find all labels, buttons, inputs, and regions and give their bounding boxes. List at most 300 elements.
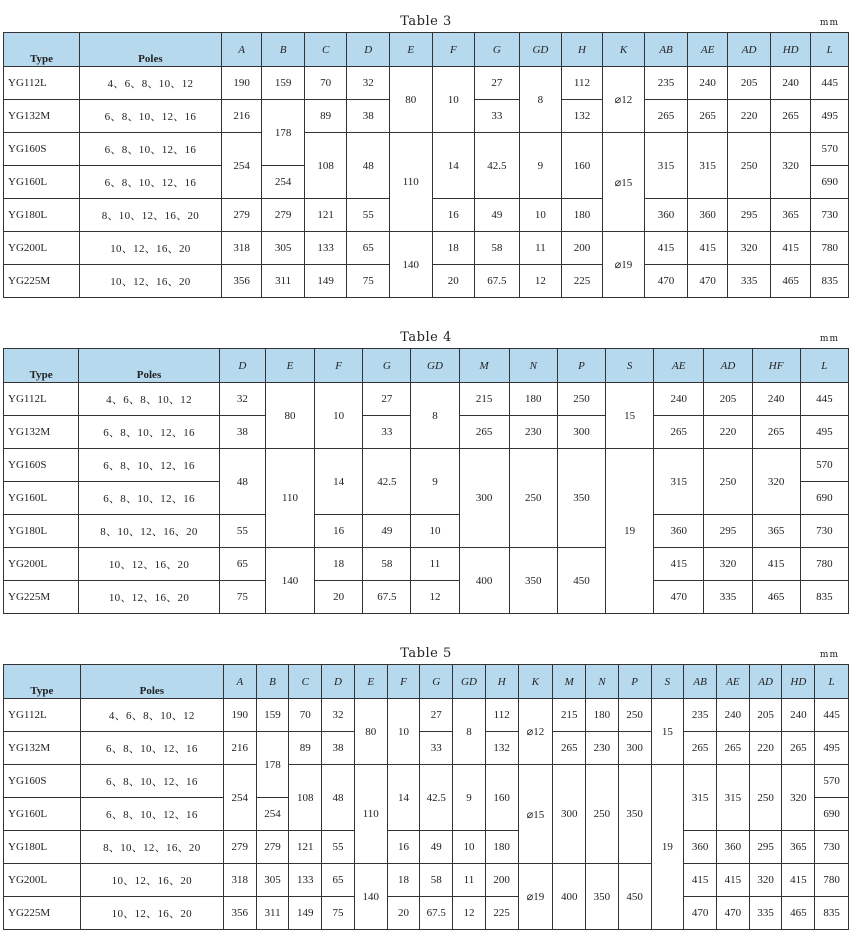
dimension-table-3 <box>3 32 849 298</box>
dimension-cell: 160 <box>562 133 603 199</box>
column-header-e: E <box>354 665 387 699</box>
column-header-ab: AB <box>684 665 717 699</box>
dimension-cell: 220 <box>728 100 771 133</box>
dimension-cell: 305 <box>262 232 305 265</box>
poles-cell: 6、8、10、12、16 <box>79 449 219 482</box>
dimension-cell: 265 <box>752 416 800 449</box>
dimension-cell: 67.5 <box>475 265 520 298</box>
dimension-cell: 18 <box>315 548 363 581</box>
dimension-cell: 160 <box>485 765 518 831</box>
column-header-ae: AE <box>717 665 750 699</box>
column-header-l: L <box>811 33 849 67</box>
dimension-cell: ⌀15 <box>602 133 645 232</box>
dimension-cell: 33 <box>420 732 453 765</box>
dimension-cell: 215 <box>553 699 586 732</box>
column-header-gd: GD <box>453 665 486 699</box>
dimension-cell: 320 <box>782 765 815 831</box>
model-type-cell: YG112L <box>4 699 81 732</box>
dimension-cell: 121 <box>304 199 347 232</box>
dimension-cell: 55 <box>219 515 265 548</box>
dimension-cell: 133 <box>304 232 347 265</box>
poles-cell: 6、8、10、12、16 <box>79 100 221 133</box>
table-row <box>4 765 849 798</box>
column-header-e: E <box>265 349 314 383</box>
dimension-cell: 295 <box>749 831 782 864</box>
dimension-cell: 254 <box>256 798 289 831</box>
column-header-b: B <box>256 665 289 699</box>
dimension-cell: 11 <box>411 548 459 581</box>
dimension-cell: 240 <box>687 67 728 100</box>
dimension-cell: 9 <box>519 133 562 199</box>
dimension-cell: 240 <box>770 67 811 100</box>
dimension-cell: 70 <box>289 699 322 732</box>
dimension-cell: 49 <box>475 199 520 232</box>
dimension-cell: 178 <box>256 732 289 798</box>
dimension-cell: 11 <box>453 864 486 897</box>
dimension-cell: 495 <box>800 416 848 449</box>
dimension-cell: 254 <box>262 166 305 199</box>
dimension-cell: 415 <box>645 232 688 265</box>
table-title: Table 4 <box>400 330 452 345</box>
dimension-cell: 300 <box>618 732 651 765</box>
column-header-g: G <box>420 665 453 699</box>
table-row <box>4 831 849 864</box>
dimension-cell: 240 <box>654 383 704 416</box>
dimension-cell: 32 <box>219 383 265 416</box>
table-row <box>4 515 849 548</box>
dimension-cell: 235 <box>645 67 688 100</box>
dimension-cell: 178 <box>262 100 305 166</box>
dimension-cell: ⌀19 <box>518 864 553 930</box>
dimension-cell: 8 <box>453 699 486 765</box>
column-header-n: N <box>509 349 557 383</box>
column-header-gd: GD <box>411 349 459 383</box>
column-header-poles: Poles <box>79 349 219 383</box>
dimension-cell: 465 <box>752 581 800 614</box>
dimension-cell: 19 <box>606 449 654 614</box>
column-header-gd: GD <box>519 33 562 67</box>
dimension-cell: 470 <box>645 265 688 298</box>
dimension-cell: 225 <box>562 265 603 298</box>
dimension-cell: ⌀12 <box>518 699 553 765</box>
column-header-hd: HD <box>782 665 815 699</box>
dimension-cell: 190 <box>221 67 262 100</box>
dimension-cell: ⌀15 <box>518 765 553 864</box>
dimension-cell: 470 <box>717 897 750 930</box>
table-row <box>4 732 849 765</box>
dimension-cell: 470 <box>684 897 717 930</box>
column-header-ae: AE <box>654 349 704 383</box>
dimension-cell: 75 <box>347 265 390 298</box>
dimension-cell: 360 <box>645 199 688 232</box>
dimension-cell: 250 <box>728 133 771 199</box>
dimension-cell: ⌀19 <box>602 232 645 298</box>
dimension-cell: 48 <box>322 765 355 831</box>
column-header-a: A <box>223 665 256 699</box>
unit-label: mm <box>819 334 839 344</box>
dimension-cell: 216 <box>221 100 262 133</box>
dimension-cell: 32 <box>322 699 355 732</box>
dimension-cell: 315 <box>684 765 717 831</box>
dimension-cell: 33 <box>363 416 411 449</box>
dimension-cell: 311 <box>262 265 305 298</box>
dimension-cell: 180 <box>562 199 603 232</box>
dimension-cell: 495 <box>815 732 849 765</box>
dimension-cell: 14 <box>315 449 363 515</box>
dimension-cell: 250 <box>749 765 782 831</box>
dimension-cell: 80 <box>389 67 432 133</box>
poles-cell: 10、12、16、20 <box>80 864 223 897</box>
dimension-cell: 570 <box>800 449 848 482</box>
dimension-cell: 89 <box>304 100 347 133</box>
dimension-cell: 315 <box>717 765 750 831</box>
poles-cell: 8、10、12、16、20 <box>80 831 223 864</box>
dimension-cell: 315 <box>687 133 728 199</box>
dimension-cell: 75 <box>219 581 265 614</box>
dimension-cell: 570 <box>815 765 849 798</box>
dimension-cell: 38 <box>219 416 265 449</box>
dimension-cell: 80 <box>265 383 314 449</box>
dimension-cell: 470 <box>687 265 728 298</box>
poles-cell: 8、10、12、16、20 <box>79 515 219 548</box>
dimension-cell: 350 <box>618 765 651 864</box>
model-type-cell: YG160L <box>4 166 80 199</box>
dimension-cell: 180 <box>586 699 619 732</box>
unit-label: mm <box>819 650 839 660</box>
table-row <box>4 699 849 732</box>
dimension-cell: 360 <box>687 199 728 232</box>
dimension-cell: 16 <box>432 199 475 232</box>
column-header-k: K <box>518 665 553 699</box>
poles-cell: 4、6、8、10、12 <box>80 699 223 732</box>
table-row <box>4 548 849 581</box>
column-header-ad: AD <box>728 33 771 67</box>
dimension-cell: 315 <box>654 449 704 515</box>
poles-cell: 6、8、10、12、16 <box>79 166 221 199</box>
column-header-ae: AE <box>687 33 728 67</box>
dimension-cell: 335 <box>749 897 782 930</box>
dimension-cell: 110 <box>389 133 432 232</box>
dimension-cell: 132 <box>485 732 518 765</box>
dimension-cell: 48 <box>347 133 390 199</box>
dimension-cell: 16 <box>387 831 420 864</box>
dimension-cell: 279 <box>223 831 256 864</box>
dimension-cell: 8 <box>411 383 459 449</box>
dimension-cell: 300 <box>459 449 509 548</box>
dimension-cell: 780 <box>815 864 849 897</box>
dimension-cell: 220 <box>749 732 782 765</box>
column-header-m: M <box>553 665 586 699</box>
column-header-d: D <box>322 665 355 699</box>
dimension-cell: 450 <box>618 864 651 930</box>
dimension-cell: 320 <box>704 548 752 581</box>
dimension-cell: 265 <box>459 416 509 449</box>
dimension-cell: 27 <box>363 383 411 416</box>
table-row <box>4 449 849 482</box>
dimension-cell: 690 <box>811 166 849 199</box>
dimension-cell: 49 <box>363 515 411 548</box>
model-type-cell: YG180L <box>4 199 80 232</box>
table-title: Table 3 <box>400 14 452 29</box>
dimension-cell: 365 <box>782 831 815 864</box>
dimension-cell: 16 <box>315 515 363 548</box>
column-header-g: G <box>363 349 411 383</box>
column-header-h: H <box>485 665 518 699</box>
column-header-m: M <box>459 349 509 383</box>
dimension-cell: 835 <box>811 265 849 298</box>
model-type-cell: YG200L <box>4 232 80 265</box>
dimension-cell: 350 <box>586 864 619 930</box>
dimension-cell: 400 <box>553 864 586 930</box>
dimension-cell: 58 <box>475 232 520 265</box>
dimension-cell: 12 <box>519 265 562 298</box>
dimension-cell: 279 <box>262 199 305 232</box>
dimension-cell: 265 <box>553 732 586 765</box>
model-type-cell: YG225M <box>4 897 81 930</box>
dimension-cell: 38 <box>347 100 390 133</box>
poles-cell: 10、12、16、20 <box>80 897 223 930</box>
dimension-cell: 180 <box>509 383 557 416</box>
column-header-ad: AD <box>749 665 782 699</box>
dimension-cell: 690 <box>815 798 849 831</box>
dimension-cell: 730 <box>800 515 848 548</box>
dimension-cell: 200 <box>562 232 603 265</box>
dimension-cell: 320 <box>770 133 811 199</box>
dimension-cell: 58 <box>420 864 453 897</box>
dimension-cell: 58 <box>363 548 411 581</box>
column-header-f: F <box>432 33 475 67</box>
dimension-cell: 250 <box>618 699 651 732</box>
poles-cell: 6、8、10、12、16 <box>80 765 223 798</box>
dimension-cell: 67.5 <box>420 897 453 930</box>
column-header-p: P <box>557 349 605 383</box>
dimension-cell: 230 <box>586 732 619 765</box>
model-type-cell: YG112L <box>4 67 80 100</box>
dimension-cell: 9 <box>453 765 486 831</box>
dimension-cell: 140 <box>389 232 432 298</box>
unit-label: mm <box>819 18 839 28</box>
model-type-cell: YG225M <box>4 265 80 298</box>
dimension-cell: 180 <box>485 831 518 864</box>
model-type-cell: YG160S <box>4 449 79 482</box>
dimension-cell: 360 <box>654 515 704 548</box>
dimension-cell: 38 <box>322 732 355 765</box>
dimension-cell: 14 <box>432 133 475 199</box>
dimension-cell: 200 <box>485 864 518 897</box>
dimension-cell: 335 <box>728 265 771 298</box>
model-type-cell: YG132M <box>4 732 81 765</box>
dimension-cell: 265 <box>717 732 750 765</box>
dimension-cell: 495 <box>811 100 849 133</box>
table-row <box>4 133 849 166</box>
poles-cell: 6、8、10、12、16 <box>79 416 219 449</box>
column-header-type: Type <box>4 33 80 67</box>
dimension-cell: 315 <box>645 133 688 199</box>
dimension-cell: 265 <box>654 416 704 449</box>
dimension-cell: 132 <box>562 100 603 133</box>
column-header-l: L <box>815 665 849 699</box>
poles-cell: 6、8、10、12、16 <box>79 133 221 166</box>
table-3-block <box>3 14 849 298</box>
dimension-cell: 360 <box>717 831 750 864</box>
dimension-cell: 300 <box>553 765 586 864</box>
dimension-cell: 65 <box>347 232 390 265</box>
poles-cell: 4、6、8、10、12 <box>79 383 219 416</box>
model-type-cell: YG200L <box>4 548 79 581</box>
dimension-cell: 445 <box>811 67 849 100</box>
dimension-cell: 9 <box>411 449 459 515</box>
dimension-cell: 48 <box>219 449 265 515</box>
dimension-cell: 240 <box>782 699 815 732</box>
dimension-cell: 690 <box>800 482 848 515</box>
dimension-cell: 65 <box>322 864 355 897</box>
model-type-cell: YG225M <box>4 581 79 614</box>
column-header-c: C <box>289 665 322 699</box>
model-type-cell: YG112L <box>4 383 79 416</box>
dimension-cell: 18 <box>432 232 475 265</box>
table-row <box>4 897 849 930</box>
dimension-cell: 205 <box>749 699 782 732</box>
column-header-hf: HF <box>752 349 800 383</box>
model-type-cell: YG160S <box>4 133 80 166</box>
model-type-cell: YG160S <box>4 765 81 798</box>
table-4-block <box>3 330 849 614</box>
dimension-cell: 240 <box>752 383 800 416</box>
dimension-cell: 311 <box>256 897 289 930</box>
dimension-cell: 250 <box>509 449 557 548</box>
column-header-a: A <box>221 33 262 67</box>
dimension-cell: 140 <box>265 548 314 614</box>
dimension-cell: 42.5 <box>420 765 453 831</box>
column-header-l: L <box>800 349 848 383</box>
dimension-cell: 112 <box>485 699 518 732</box>
poles-cell: 6、8、10、12、16 <box>80 798 223 831</box>
dimension-cell: 365 <box>752 515 800 548</box>
dimension-cell: 225 <box>485 897 518 930</box>
column-header-d: D <box>219 349 265 383</box>
model-type-cell: YG180L <box>4 831 81 864</box>
column-header-b: B <box>262 33 305 67</box>
dimension-cell: 400 <box>459 548 509 614</box>
dimension-table-5 <box>3 664 849 930</box>
dimension-cell: 20 <box>432 265 475 298</box>
dimension-cell: 240 <box>717 699 750 732</box>
model-type-cell: YG132M <box>4 100 80 133</box>
dimension-cell: 8 <box>519 67 562 133</box>
header-row <box>4 349 849 383</box>
dimension-cell: 320 <box>752 449 800 515</box>
dimension-cell: 356 <box>221 265 262 298</box>
dimension-cell: 279 <box>221 199 262 232</box>
poles-cell: 10、12、16、20 <box>79 232 221 265</box>
dimension-cell: 780 <box>811 232 849 265</box>
dimension-cell: 250 <box>557 383 605 416</box>
dimension-cell: ⌀12 <box>602 67 645 133</box>
dimension-cell: 15 <box>606 383 654 449</box>
dimension-cell: 20 <box>315 581 363 614</box>
column-header-e: E <box>389 33 432 67</box>
model-type-cell: YG160L <box>4 482 79 515</box>
model-type-cell: YG160L <box>4 798 81 831</box>
poles-cell: 10、12、16、20 <box>79 548 219 581</box>
dimension-cell: 205 <box>728 67 771 100</box>
dimension-cell: 10 <box>432 67 475 133</box>
dimension-cell: 265 <box>770 100 811 133</box>
column-header-g: G <box>475 33 520 67</box>
dimension-cell: 279 <box>256 831 289 864</box>
dimension-cell: 216 <box>223 732 256 765</box>
dimension-cell: 250 <box>704 449 752 515</box>
dimension-cell: 415 <box>770 232 811 265</box>
table-row <box>4 383 849 416</box>
dimension-cell: 415 <box>717 864 750 897</box>
dimension-cell: 140 <box>354 864 387 930</box>
dimension-cell: 250 <box>586 765 619 864</box>
column-header-f: F <box>315 349 363 383</box>
dimension-cell: 65 <box>219 548 265 581</box>
dimension-cell: 55 <box>347 199 390 232</box>
dimension-cell: 350 <box>509 548 557 614</box>
dimension-cell: 254 <box>223 765 256 831</box>
dimension-cell: 335 <box>704 581 752 614</box>
dimension-cell: 235 <box>684 699 717 732</box>
poles-cell: 6、8、10、12、16 <box>79 482 219 515</box>
dimension-cell: 320 <box>728 232 771 265</box>
dimension-cell: 350 <box>557 449 605 548</box>
dimension-cell: 415 <box>687 232 728 265</box>
dimension-cell: 215 <box>459 383 509 416</box>
column-header-ab: AB <box>645 33 688 67</box>
dimension-cell: 10 <box>453 831 486 864</box>
dimension-cell: 450 <box>557 548 605 614</box>
dimension-cell: 415 <box>752 548 800 581</box>
table-caption <box>3 646 849 664</box>
dimension-cell: 295 <box>704 515 752 548</box>
dimension-cell: 14 <box>387 765 420 831</box>
column-header-s: S <box>606 349 654 383</box>
model-type-cell: YG132M <box>4 416 79 449</box>
dimension-cell: 18 <box>387 864 420 897</box>
dimension-cell: 835 <box>800 581 848 614</box>
dimension-cell: 19 <box>651 765 684 930</box>
dimension-cell: 415 <box>654 548 704 581</box>
dimension-cell: 67.5 <box>363 581 411 614</box>
dimension-cell: 159 <box>256 699 289 732</box>
column-header-k: K <box>602 33 645 67</box>
table-title: Table 5 <box>400 646 452 661</box>
dimension-cell: 11 <box>519 232 562 265</box>
dimension-cell: 42.5 <box>363 449 411 515</box>
header-row <box>4 33 849 67</box>
dimension-cell: 112 <box>562 67 603 100</box>
dimension-cell: 780 <box>800 548 848 581</box>
dimension-cell: 318 <box>223 864 256 897</box>
dimension-cell: 835 <box>815 897 849 930</box>
column-header-d: D <box>347 33 390 67</box>
dimension-cell: 220 <box>704 416 752 449</box>
dimension-cell: 415 <box>684 864 717 897</box>
dimension-cell: 15 <box>651 699 684 765</box>
dimension-cell: 305 <box>256 864 289 897</box>
dimension-cell: 20 <box>387 897 420 930</box>
dimension-cell: 230 <box>509 416 557 449</box>
poles-cell: 4、6、8、10、12 <box>79 67 221 100</box>
dimension-cell: 265 <box>645 100 688 133</box>
dimension-cell: 415 <box>782 864 815 897</box>
dimension-table-4 <box>3 348 849 614</box>
poles-cell: 8、10、12、16、20 <box>79 199 221 232</box>
dimension-cell: 465 <box>782 897 815 930</box>
